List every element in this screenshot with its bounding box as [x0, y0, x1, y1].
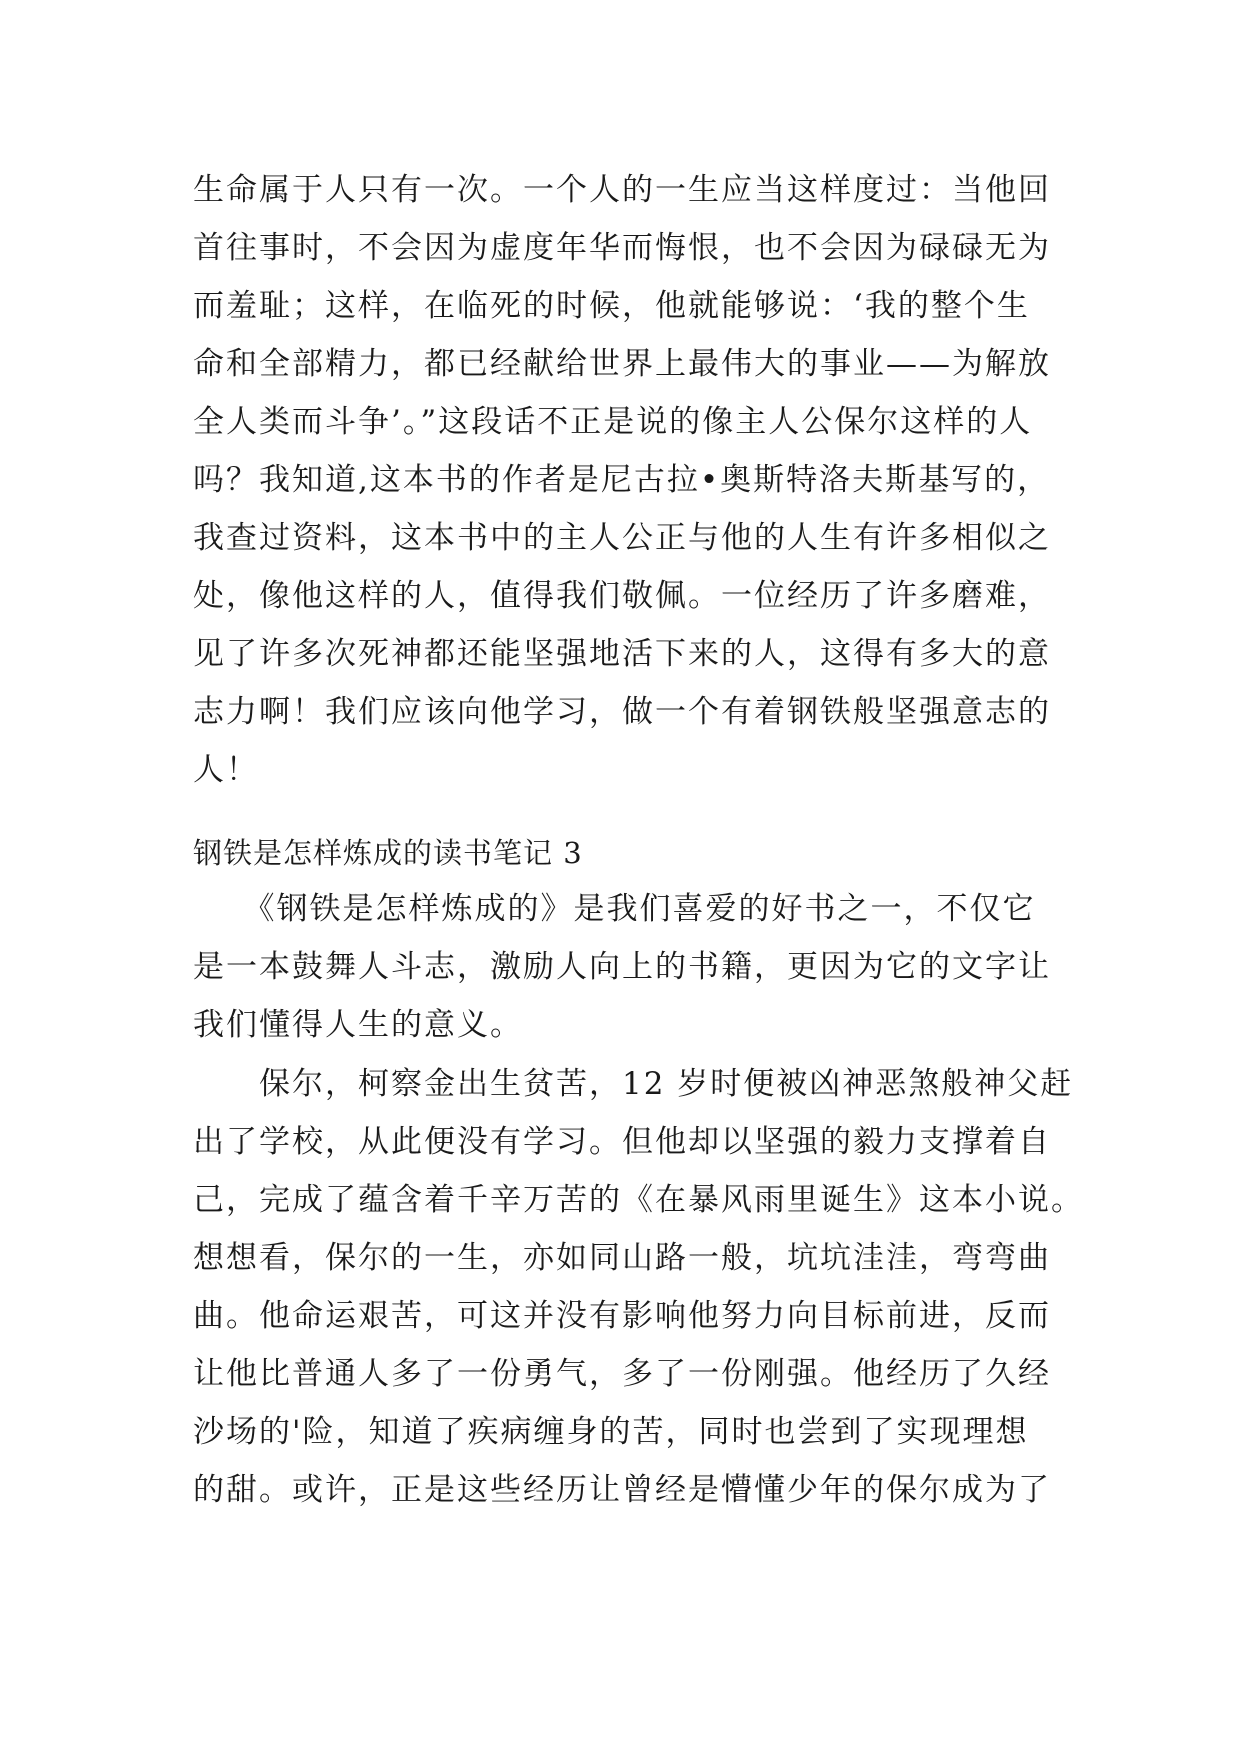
paragraph-1	[193, 161, 1053, 799]
text-line: 让他比普通人多了一份勇气，多了一份刚强。他经历了久经	[193, 1356, 1051, 1392]
text-line: 我们懂得人生的意义。	[193, 1007, 523, 1043]
text-line: 是一本鼓舞人斗志，激励人向上的书籍，更因为它的文字让	[193, 949, 1051, 985]
text-line: 全人类而斗争’。”这段话不正是说的像主人公保尔这样的人	[193, 404, 1033, 440]
text-line: 而羞耻；这样，在临死的时候，他就能够说：‘我的整个生	[193, 288, 1030, 324]
text-line: 想想看，保尔的一生，亦如同山路一般，坑坑洼洼，弯弯曲	[193, 1240, 1051, 1276]
text-line: 处，像他这样的人，值得我们敬佩。一位经历了许多磨难，	[193, 578, 1051, 614]
paragraph-3	[193, 1055, 1084, 1519]
text-line: 志力啊！我们应该向他学习，做一个有着钢铁般坚强意志的	[193, 694, 1051, 730]
section-heading: 钢铁是怎样炼成的读书笔记 3	[193, 836, 583, 870]
text-line: 我查过资料，这本书中的主人公正与他的人生有许多相似之	[193, 520, 1051, 556]
text-line: 命和全部精力，都已经献给世界上最伟大的事业——为解放	[193, 346, 1051, 382]
text-line: 曲。他命运艰苦，可这并没有影响他努力向目标前进，反而	[193, 1298, 1051, 1334]
text-line: 首往事时，不会因为虚度年华而悔恨，也不会因为碌碌无为	[193, 230, 1051, 266]
text-line: 的甜。或许，正是这些经历让曾经是懵懂少年的保尔成为了	[193, 1472, 1051, 1508]
text-line: 吗？我知道,这本书的作者是尼古拉•奥斯特洛夫斯基写的，	[193, 462, 1051, 498]
text-line: 出了学校，从此便没有学习。但他却以坚强的毅力支撑着自	[193, 1124, 1051, 1160]
text-line: 沙场的'险，知道了疾病缠身的苦，同时也尝到了实现理想	[193, 1414, 1029, 1450]
text-line: 保尔，柯察金出生贫苦，12 岁时便被凶神恶煞般神父赶	[193, 1066, 1074, 1102]
text-line: 人！	[193, 752, 259, 788]
text-line: 《钢铁是怎样炼成的》是我们喜爱的好书之一，不仅它	[193, 891, 1036, 927]
paragraph-2	[193, 880, 1053, 1054]
text-line: 见了许多次死神都还能坚强地活下来的人，这得有多大的意	[193, 636, 1051, 672]
text-line: 己，完成了蕴含着千辛万苦的《在暴风雨里诞生》这本小说。	[193, 1182, 1084, 1218]
text-line: 生命属于人只有一次。一个人的一生应当这样度过：当他回	[193, 172, 1051, 208]
section-heading-block	[193, 824, 1053, 882]
